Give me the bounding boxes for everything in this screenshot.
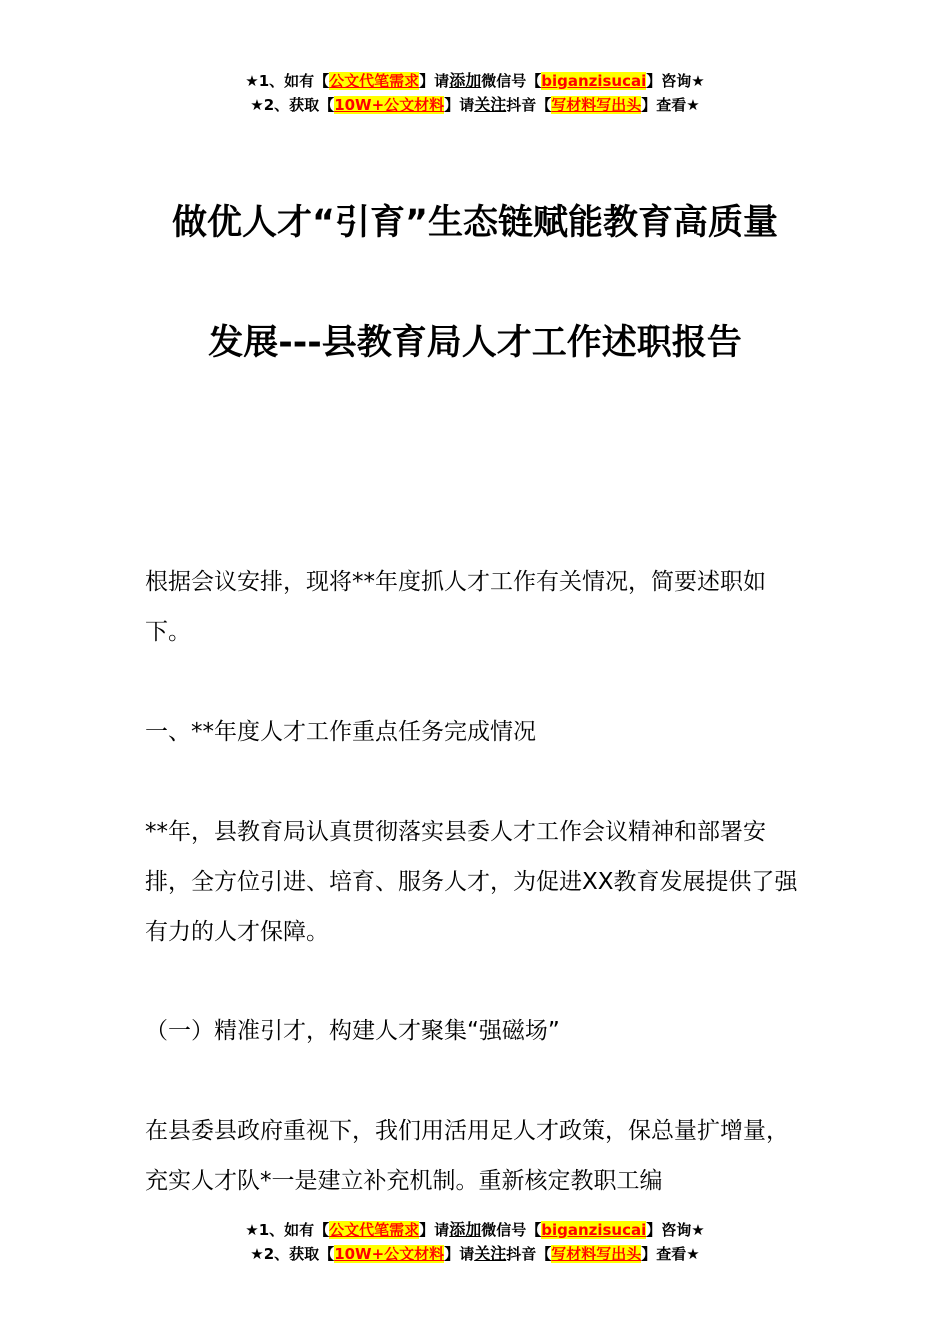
banner-highlight: 10W+公文材料 xyxy=(334,96,445,114)
banner-emphasis: 关注 xyxy=(474,95,507,114)
document-title-line-2: 发展---县教育局人才工作述职报告 xyxy=(208,323,742,363)
banner-emphasis: 关注 xyxy=(474,1244,507,1263)
banner-emphasis: 添加 xyxy=(449,71,482,90)
banner-emphasis: 添加 xyxy=(449,1220,482,1239)
subsection-heading: （一）精准引才，构建人才聚集“强磁场” xyxy=(145,1018,560,1044)
banner-line-2: ★2、获取【10W+公文材料】请关注抖音【写材料写出头】查看★ xyxy=(250,1244,700,1263)
banner-highlight: biganzisucai xyxy=(541,1221,647,1239)
intro-paragraph: 根据会议安排，现将**年度抓人才工作有关情况，简要述职如下。 xyxy=(145,569,766,645)
body-paragraph: 在县委县政府重视下，我们用活用足人才政策，保总量扩增量，充实人才队*一是建立补充机制。重新核定教职工编 xyxy=(145,1118,789,1194)
section-heading: 一、**年度人才工作重点任务完成情况 xyxy=(145,719,536,745)
banner-highlight: 写材料写出头 xyxy=(551,1245,642,1263)
header-banner xyxy=(0,69,950,117)
banner-highlight: 公文代笔需求 xyxy=(329,72,420,90)
banner-line-2: ★2、获取【10W+公文材料】请关注抖音【写材料写出头】查看★ xyxy=(250,95,700,114)
footer-banner xyxy=(0,1218,950,1266)
document-title-line-1: 做优人才“引育”生态链赋能教育高质量 xyxy=(171,203,778,243)
banner-line-1: ★1、如有【公文代笔需求】请添加微信号【biganzisucai】咨询★ xyxy=(245,1220,705,1239)
banner-highlight: 10W+公文材料 xyxy=(334,1245,445,1263)
banner-highlight: 公文代笔需求 xyxy=(329,1221,420,1239)
banner-line-1: ★1、如有【公文代笔需求】请添加微信号【biganzisucai】咨询★ xyxy=(245,71,705,90)
banner-highlight: biganzisucai xyxy=(541,72,647,90)
body-paragraph: **年，县教育局认真贯彻落实县委人才工作会议精神和部署安排，全方位引进、培育、服务人才，为促进XX教育发展提供了强有力的人才保障。 xyxy=(145,819,798,945)
banner-highlight: 写材料写出头 xyxy=(551,96,642,114)
